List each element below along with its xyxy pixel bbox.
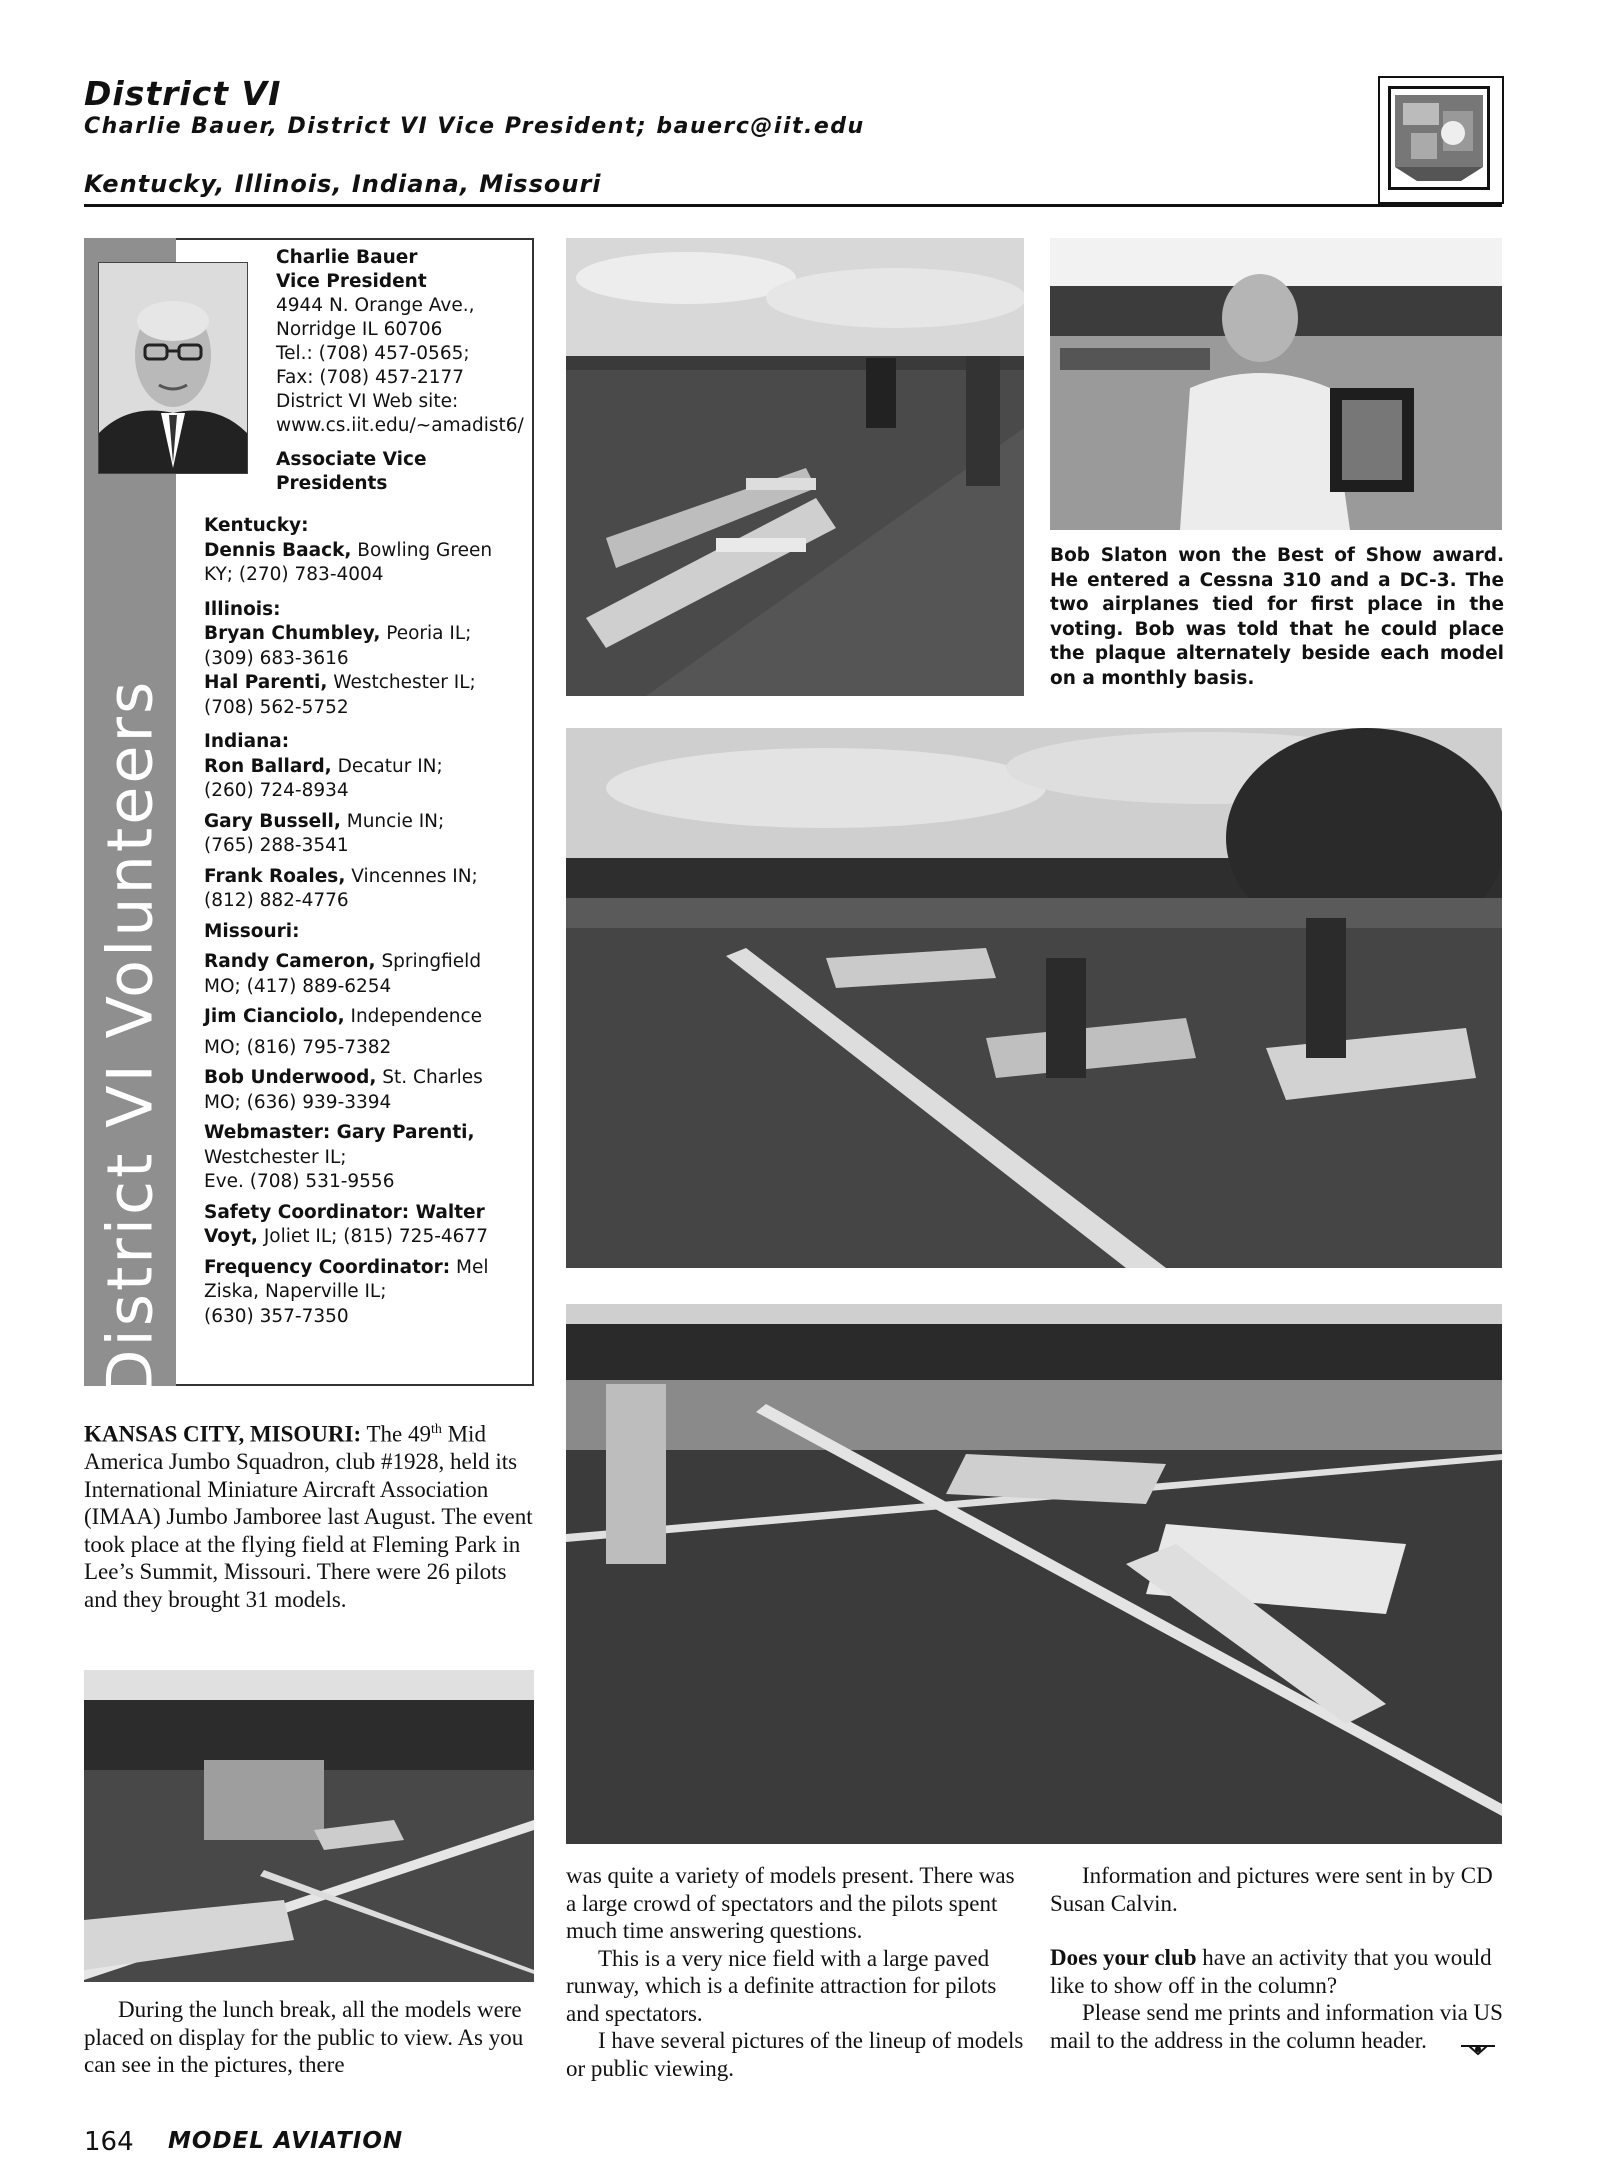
contact-phone: (765) 288-3541: [204, 835, 349, 856]
ama-end-mark-icon: [1427, 2035, 1465, 2049]
frequency-city: Ziska, Naperville IL;: [204, 1281, 387, 1302]
contact-city: Muncie IN;: [340, 810, 445, 832]
contact-phone: KY; (270) 783-4004: [204, 564, 384, 585]
frequency-name: Mel: [450, 1256, 489, 1278]
contact-phone: MO; (417) 889-6254: [204, 975, 392, 997]
contact-name: Ron Ballard,: [204, 755, 332, 777]
safety-contact: Joliet IL; (815) 725-4677: [257, 1226, 488, 1247]
contact-name: Hal Parenti,: [204, 672, 328, 693]
contact-name: Jim Cianciolo,: [204, 1006, 345, 1027]
article-text: Mid America Jumbo Squadron, club #1928, held its International Miniature Aircraft Association (IMAA) Jumbo Jamboree last August. The event took place at the flying field at Fleming Park in Lee’s Summit, Missouri. There were 26 pilots and they brought 31 models.: [84, 1421, 533, 1612]
vp-contact-block: [276, 246, 526, 496]
page-title: District VI: [84, 74, 282, 113]
contact-name: Randy Cameron,: [204, 951, 376, 972]
contact-phone: (812) 882-4776: [204, 890, 349, 911]
article-text: Please send me prints and information via US mail to the address in the column header.: [1050, 2000, 1503, 2053]
frequency-label: Frequency Coordinator:: [204, 1256, 451, 1278]
contact-name: Bob Underwood,: [204, 1067, 377, 1088]
contact-city: Vincennes IN;: [345, 865, 478, 887]
vp-web-label: District VI Web site:: [276, 391, 459, 412]
best-of-show-caption: Bob Slaton won the Best of Show award. He entered a Cessna 310 and a DC-3. The two airplanes tied for first place in the voting. Bob was told that he could place the plaque alternately beside each model on a monthly basis.: [1050, 545, 1504, 689]
state-heading-illinois: Illinois:: [204, 598, 281, 620]
volunteers-band-label: District VI Volunteers: [93, 678, 167, 1398]
vp-contact-line: Charlie Bauer, District VI Vice President; bauerc@iit.edu: [84, 114, 865, 139]
header-rule: [84, 204, 1502, 207]
article-text: I have several pictures of the lineup of models or public viewing.: [566, 2028, 1024, 2081]
associate-vp-list: [204, 514, 530, 1329]
list-item: [204, 671, 530, 696]
contact-phone: (708) 562-5752: [204, 696, 349, 718]
frequency-line: [204, 1256, 530, 1281]
contact-city: Bowling Green: [351, 539, 493, 561]
article-column-2: [566, 1862, 1026, 2082]
contact-city: Independence: [344, 1006, 483, 1027]
safety-name: Voyt,: [204, 1226, 258, 1247]
photo-lineup-2: [566, 728, 1502, 1268]
list-item: [204, 950, 530, 975]
state-heading-missouri: Missouri:: [204, 920, 300, 942]
photo-lineup-4: [84, 1670, 534, 1982]
district-logo-icon: [1378, 76, 1504, 204]
vp-tel: Tel.: (708) 457-0565;: [276, 343, 470, 364]
article-paragraph-2: During the lunch break, all the models were placed on display for the public to view. As you can see in the pictures, there: [84, 1997, 524, 2077]
list-item: [204, 755, 530, 780]
contact-name: Gary Bussell,: [204, 810, 341, 832]
article-text: Information and pictures were sent in by CD Susan Calvin.: [1050, 1863, 1493, 1916]
vp-fax: Fax: (708) 457-2177: [276, 367, 465, 388]
photo-lineup-1: [566, 238, 1024, 696]
vp-portrait: [98, 262, 248, 474]
article-text: The 49: [361, 1421, 431, 1447]
vp-name: Charlie Bauer: [276, 247, 418, 268]
vp-address-2: Norridge IL 60706: [276, 319, 443, 340]
contact-city: Springfield: [375, 951, 482, 972]
contact-phone: (260) 724-8934: [204, 780, 349, 801]
contact-city: Decatur IN;: [331, 755, 443, 777]
page-number: 164: [84, 2127, 134, 2157]
contact-city: St. Charles: [376, 1067, 483, 1088]
article-text: have an activity that you would like to show off in the column?: [1050, 1945, 1492, 1998]
state-heading-indiana: Indiana:: [204, 731, 290, 752]
district-states: Kentucky, Illinois, Indiana, Missouri: [84, 170, 602, 198]
contact-phone: MO; (816) 795-7382: [204, 1036, 392, 1058]
article-column-3: [1050, 1862, 1506, 2054]
list-item: [204, 810, 530, 835]
state-heading-kentucky: Kentucky:: [204, 515, 309, 536]
frequency-phone: (630) 357-7350: [204, 1305, 349, 1327]
article-text: was quite a variety of models present. There was a large crowd of spectators and the pilots spent much time answering questions.: [566, 1863, 1015, 1943]
contact-city: Westchester IL;: [327, 672, 476, 693]
webmaster-label: Webmaster: Gary Parenti,: [204, 1122, 475, 1143]
contact-phone: MO; (636) 939-3394: [204, 1091, 392, 1113]
contact-phone: (309) 683-3616: [204, 647, 349, 669]
photo-best-of-show: [1050, 238, 1502, 530]
list-item: [204, 1005, 530, 1030]
vp-web-url[interactable]: www.cs.iit.edu/~amadist6/: [276, 415, 524, 436]
list-item: [204, 622, 530, 647]
contact-name: Dennis Baack,: [204, 539, 352, 561]
list-item: [204, 539, 530, 564]
article-text: This is a very nice field with a large paved runway, which is a definite attraction for pilots and spectators.: [566, 1945, 997, 2026]
contact-name: Bryan Chumbley,: [204, 623, 381, 644]
webmaster-phone: Eve. (708) 531-9556: [204, 1171, 395, 1192]
webmaster-city: Westchester IL;: [204, 1146, 347, 1168]
article-paragraph-1: [84, 1416, 534, 1613]
contact-city: Peoria IL;: [380, 623, 472, 644]
associate-vp-heading: Associate Vice Presidents: [276, 449, 427, 494]
safety-label: Safety Coordinator: Walter: [204, 1201, 485, 1223]
safety-detail: [204, 1225, 530, 1250]
article-dateline: KANSAS CITY, MISOURI:: [84, 1421, 362, 1447]
contact-name: Frank Roales,: [204, 865, 346, 887]
list-item: [204, 865, 530, 890]
vp-address-1: 4944 N. Orange Ave.,: [276, 295, 475, 316]
vp-role: Vice President: [276, 271, 427, 292]
photo-lineup-3: [566, 1304, 1502, 1844]
ordinal-suffix: th: [430, 1422, 442, 1437]
magazine-name: MODEL AVIATION: [168, 2128, 404, 2154]
article-callout: Does your club: [1050, 1945, 1197, 1970]
list-item: [204, 1066, 530, 1091]
